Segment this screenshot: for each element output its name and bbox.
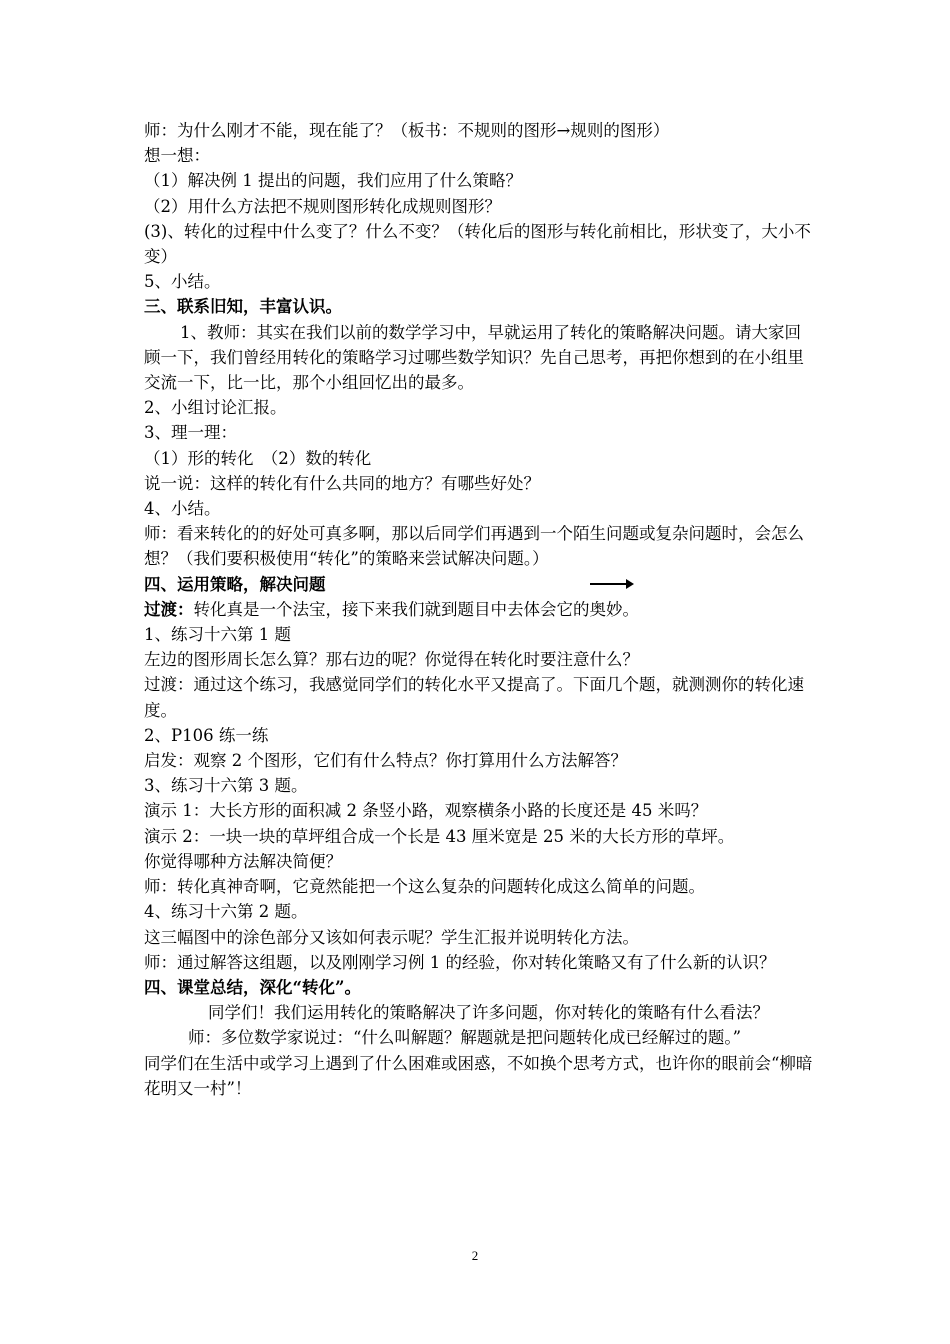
paragraph: 演示 2：一块一块的草坪组合成一个长是 43 厘米宽是 25 米的大长方形的草坪。 xyxy=(144,826,735,846)
paragraph: 同学们！我们运用转化的策略解决了许多问题，你对转化的策略有什么看法？ xyxy=(208,1003,769,1023)
section-heading-text: 四、运用策略，解决问题 xyxy=(144,574,326,594)
paragraph: 1、教师：其实在我们以前的数学学习中，早就运用了转化的策略解决问题。请大家回顾一下，我们曾经用转化的策略学习过哪些数学知识？先自己思考，再把你想到的在小组里交流一下，比一比，那个小组回忆出的最多。 xyxy=(144,322,804,393)
paragraph: 5、小结。 xyxy=(144,272,221,292)
paragraph: 师：通过解答这组题，以及刚刚学习例 1 的经验，你对转化策略又有了什么新的认识？ xyxy=(144,952,776,972)
paragraph xyxy=(144,597,814,622)
list-item: （1）形的转化 （2）数的转化 xyxy=(144,448,372,468)
list-item: （2）用什么方法把不规则图形转化成规则图形？ xyxy=(144,196,501,216)
paragraph: 2、P106 练一练 xyxy=(144,725,269,745)
paragraph: 这三幅图中的涂色部分又该如何表示呢？学生汇报并说明转化方法。 xyxy=(144,927,639,947)
document-body xyxy=(144,118,814,1101)
paragraph: 4、练习十六第 2 题。 xyxy=(144,902,308,922)
paragraph: 你觉得哪种方法解决简便？ xyxy=(144,851,342,871)
list-item: (3)、转化的过程中什么变了？什么不变？（转化后的图形与转化前相比，形状变了，大小不变） xyxy=(144,221,811,267)
paragraph: 师：为什么刚才不能，现在能了？（板书：不规则的图形→规则的图形） xyxy=(144,121,670,140)
arrow-icon xyxy=(590,583,628,585)
paragraph: 师：转化真神奇啊，它竟然能把一个这么复杂的问题转化成这么简单的问题。 xyxy=(144,877,705,897)
paragraph: 左边的图形周长怎么算？那右边的呢？你觉得在转化时要注意什么？ xyxy=(144,650,639,670)
list-item: （1）解决例 1 提出的问题，我们应用了什么策略？ xyxy=(144,171,522,191)
paragraph: 过渡：通过这个练习，我感觉同学们的转化水平又提高了。下面几个题，就测测你的转化速度。 xyxy=(144,675,804,720)
paragraph: 3、练习十六第 3 题。 xyxy=(144,776,308,796)
section-heading xyxy=(144,572,814,597)
paragraph: 2、小组讨论汇报。 xyxy=(144,398,287,418)
paragraph: 同学们在生活中或学习上遇到了什么困难或困惑，不如换个思考方式，也许你的眼前会“柳暗花明又一村”！ xyxy=(144,1053,813,1098)
paragraph: 说一说：这样的转化有什么共同的地方？有哪些好处？ xyxy=(144,473,540,493)
paragraph: 师：看来转化的的好处可真多啊，那以后同学们再遇到一个陌生问题或复杂问题时，会怎么想？（我们要积极使用“转化”的策略来尝试解决问题。） xyxy=(144,524,804,569)
transition-label: 过渡： xyxy=(144,599,194,619)
paragraph: 4、小结。 xyxy=(144,499,221,519)
paragraph: 演示 1：大长方形的面积减 2 条竖小路，观察横条小路的长度还是 45 米吗？ xyxy=(144,801,708,821)
paragraph: 1、练习十六第 1 题 xyxy=(144,625,291,645)
section-heading: 三、联系旧知，丰富认识。 xyxy=(144,297,342,317)
paragraph: 师：多位数学家说过：“什么叫解题？解题就是把问题转化成已经解过的题。” xyxy=(188,1028,742,1048)
page-number: 2 xyxy=(471,1248,479,1263)
transition-text: 转化真是一个法宝，接下来我们就到题目中去体会它的奥妙。 xyxy=(193,599,639,619)
paragraph: 想一想： xyxy=(144,146,210,166)
paragraph: 启发：观察 2 个图形，它们有什么特点？你打算用什么方法解答？ xyxy=(144,751,627,771)
paragraph: 3、理一理： xyxy=(144,423,237,443)
section-heading: 四、课堂总结，深化“转化”。 xyxy=(144,977,361,997)
